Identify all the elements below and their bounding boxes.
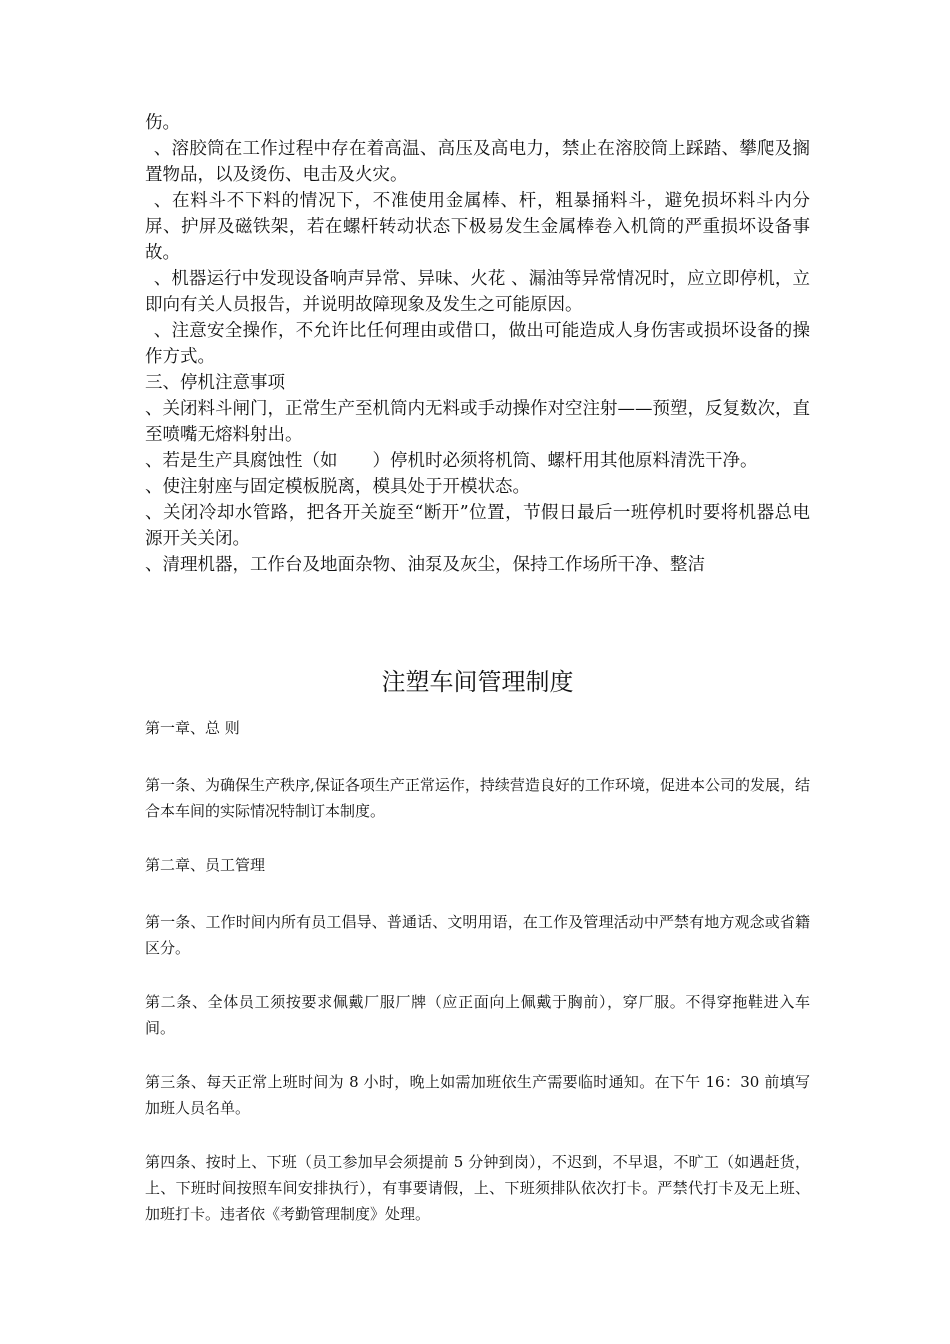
paragraph-hopper-safety: 、在料斗不下料的情况下，不准使用金属棒、杆，粗暴捅料斗，避免损坏料斗内分屏、护屏及磁铁架，若在螺杆转动状态下极易发生金属棒卷入机筒的严重损坏设备事故。 bbox=[145, 191, 810, 263]
paragraph-melt-cylinder-safety: 、溶胶筒在工作过程中存在着高温、高压及高电力，禁止在溶胶筒上踩踏、攀爬及搁置物品，以及烫伤、电击及火灾。 bbox=[145, 139, 810, 185]
section-heading-shutdown: 三、停机注意事项 bbox=[145, 373, 285, 393]
shutdown-procedure-section bbox=[145, 110, 810, 578]
article-attendance: 第四条、按时上、下班（员工参加早会须提前 5 分钟到岗），不迟到，不早退，不旷工（如遇赶货，上、下班时间按照车间安排执行），有事要请假，上、下班须排队依次打卡。严禁代打卡及无上班、加班打卡。违者依《考勤管理制度》处理。 bbox=[145, 1153, 810, 1223]
article-language: 第一条、工作时间内所有员工倡导、普通话、文明用语，在工作及管理活动中严禁有地方观念或省籍区分。 bbox=[145, 913, 810, 957]
paragraph-close-cooling: 、关闭冷却水管路，把各开关旋至“断开”位置，节假日最后一班停机时要将机器总电源开关关闭。 bbox=[145, 503, 810, 549]
article-uniform: 第二条、全体员工须按要求佩戴厂服厂牌（应正面向上佩戴于胸前），穿厂服。不得穿拖鞋进入车间。 bbox=[145, 993, 810, 1037]
paragraph-safe-operation: 、注意安全操作，不允许比任何理由或借口，做出可能造成人身伤害或损坏设备的操作方式。 bbox=[145, 321, 810, 367]
paragraph-abnormal-stop: 、机器运行中发现设备响声异常、异味、火花 、漏油等异常情况时，应立即停机，立即向有关人员报告，并说明故障现象及发生之可能原因。 bbox=[145, 269, 810, 315]
article-working-hours: 第三条、每天正常上班时间为 8 小时，晚上如需加班依生产需要临时通知。在下午 16：30 前填写加班人员名单。 bbox=[145, 1073, 810, 1117]
paragraph-close-hopper: 、关闭料斗闸门，正常生产至机筒内无料或手动操作对空注射——预塑，反复数次，直至喷嘴无熔料射出。 bbox=[145, 399, 810, 445]
chapter-heading-staff: 第二章、员工管理 bbox=[145, 856, 266, 874]
paragraph-continuation: 伤。 bbox=[145, 113, 180, 133]
chapter-heading-general: 第一章、总 则 bbox=[145, 719, 240, 737]
paragraph-clean-machine: 、清理机器，工作台及地面杂物、油泵及灰尘，保持工作场所干净、整洁 bbox=[145, 555, 705, 575]
article-purpose: 第一条、为确保生产秩序,保证各项生产正常运作，持续营造良好的工作环境，促进本公司的发展，结合本车间的实际情况特制订本制度。 bbox=[145, 776, 810, 820]
workshop-rules-section bbox=[145, 715, 810, 1255]
document-title: 注塑车间管理制度 bbox=[381, 668, 574, 696]
paragraph-corrosive-cleaning: 、若是生产具腐蚀性（如 ）停机时必须将机筒、螺杆用其他原料清洗干净。 bbox=[145, 451, 758, 471]
paragraph-mold-open: 、使注射座与固定模板脱离，模具处于开模状态。 bbox=[145, 477, 530, 497]
document-page bbox=[145, 110, 810, 1223]
